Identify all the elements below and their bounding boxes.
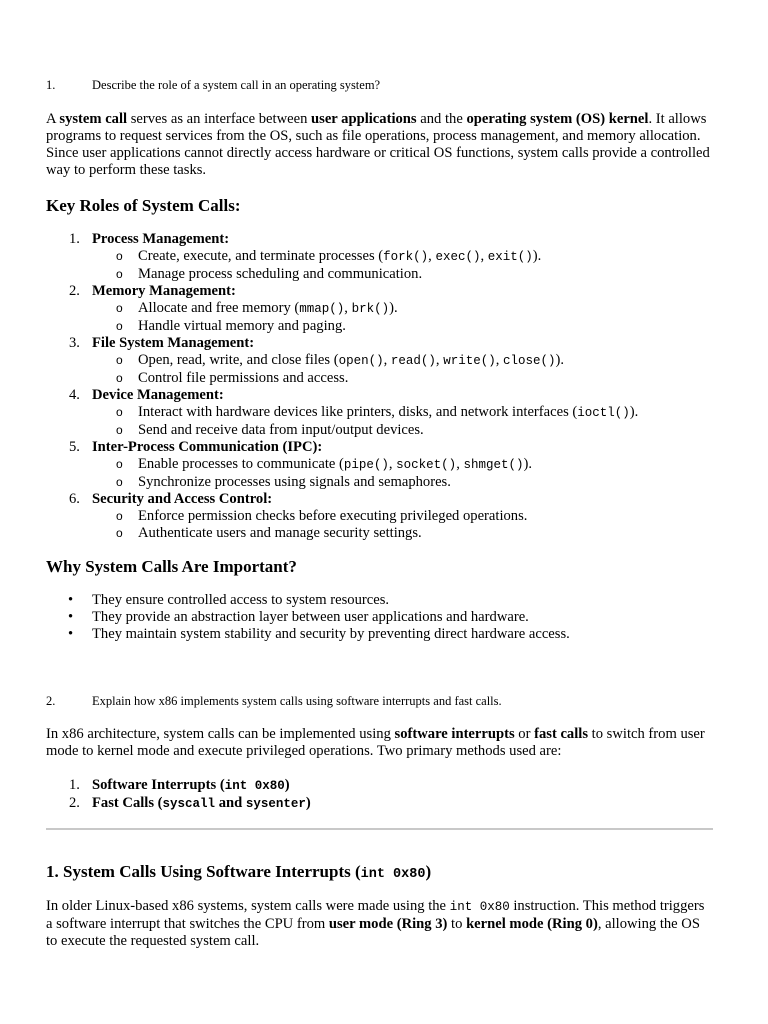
sub-item: o Manage process scheduling and communication. [116,266,423,282]
question-1 [46,77,380,93]
question-text: Explain how x86 implements system calls using software interrupts and fast calls. [92,694,502,708]
sub-item: o Allocate and free memory (mmap(), brk()). [116,300,398,316]
why-list [46,592,714,643]
sub-item: o Synchronize processes using signals and semaphores. [116,474,451,490]
sub-item: o Handle virtual memory and paging. [116,318,346,334]
sub-item: o Send and receive data from input/output devices. [116,422,424,438]
horizontal-divider [46,828,713,830]
sub-item: o Enable processes to communicate (pipe(), socket(), shmget()). [116,456,533,472]
list-item: 1. Process Management: o Create, execute, and terminate processes (fork(), exec(), exit()). o Manage process scheduling and communication. [46,231,714,283]
key-roles-list [46,231,714,542]
sub-item: o Open, read, write, and close files (open(), read(), write(), close()). [116,352,565,368]
key-roles-heading: Key Roles of System Calls: [46,196,241,215]
section1-heading: 1. System Calls Using Software Interrupts (int 0x80) [46,862,432,882]
list-item: 2. Fast Calls (syscall and sysenter) [69,795,311,811]
sub-item: o Interact with hardware devices like printers, disks, and network interfaces (ioctl()). [116,404,639,420]
bullet-item: • They ensure controlled access to system resources. [68,592,390,608]
bullet-item: • They provide an abstraction layer between user applications and hardware. [68,609,529,625]
sub-item: o Authenticate users and manage security settings. [116,525,422,541]
question-2 [46,693,502,709]
list-item: 3. File System Management: o Open, read, write, and close files (open(), read(), write(), close()). o Control file permissions and access. [46,335,714,387]
list-item: 2. Memory Management: o Allocate and free memory (mmap(), brk()). o Handle virtual memory and paging. [46,283,714,335]
list-item: 5. Inter-Process Communication (IPC): o Enable processes to communicate (pipe(), socket(), shmget()). o Synchronize processes using signals and semaphores. [46,439,714,491]
why-heading: Why System Calls Are Important? [46,557,297,576]
list-item: 4. Device Management: o Interact with hardware devices like printers, disks, and network interfaces (ioctl()). o Send and receive data from input/output devices. [46,387,714,439]
sub-item: o Control file permissions and access. [116,370,349,386]
intro-paragraph: A system call serves as an interface between user applications and the operating system (OS) kernel. It allows programs to request services from the OS, such as file operations, process management, and memory allocation. Since user applications cannot directly access hardware or critical OS functions, system calls provide a controlled way to perform these tasks. [46,111,710,178]
sub-item: o Enforce permission checks before executing privileged operations. [116,508,528,524]
list-item: 6. Security and Access Control: o Enforce permission checks before executing privileged operations. o Authenticate users and manage security settings. [46,491,714,542]
section1-paragraph: In older Linux-based x86 systems, system calls were made using the int 0x80 instruction. This method triggers a software interrupt that switches the CPU from user mode (Ring 3) to kernel mode (Ring 0), allowing the OS to execute the requested system call. [46,898,705,949]
methods-list [46,777,714,813]
list-item: 1. Software Interrupts (int 0x80) [69,777,290,793]
x86-intro-paragraph: In x86 architecture, system calls can be implemented using software interrupts or fast calls to switch from user mode to kernel mode and execute privileged operations. Two primary methods used are: [46,726,705,759]
question-number: 2. [46,694,56,708]
sub-item: o Create, execute, and terminate processes (fork(), exec(), exit()). [116,248,542,264]
question-text: Describe the role of a system call in an operating system? [92,78,381,92]
question-number: 1. [46,78,56,92]
bullet-item: • They maintain system stability and security by preventing direct hardware access. [68,626,570,642]
